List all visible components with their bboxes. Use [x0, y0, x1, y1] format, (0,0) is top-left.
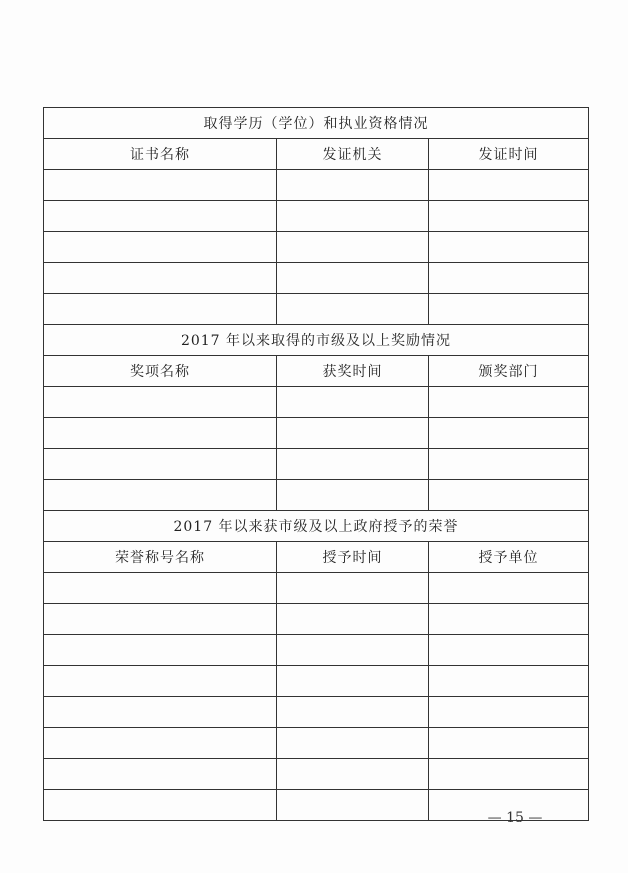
- table-cell[interactable]: [429, 666, 589, 697]
- section3-header-row: [44, 542, 589, 573]
- table-cell[interactable]: [44, 666, 277, 697]
- section1-data-row: [44, 294, 589, 325]
- section2-title-row: [44, 325, 589, 356]
- table-cell[interactable]: [277, 480, 429, 511]
- table-cell[interactable]: [44, 201, 277, 232]
- table-cell[interactable]: [44, 294, 277, 325]
- section1-header-certificate-name: 证书名称: [44, 139, 277, 170]
- table-cell[interactable]: [429, 263, 589, 294]
- section1-header-issue-date: 发证时间: [429, 139, 589, 170]
- table-cell[interactable]: [44, 449, 277, 480]
- table-cell[interactable]: [44, 759, 277, 790]
- section3-data-row: [44, 759, 589, 790]
- section2-header-awarding-department: 颁奖部门: [429, 356, 589, 387]
- table-cell[interactable]: [429, 480, 589, 511]
- section2-header-row: [44, 356, 589, 387]
- table-cell[interactable]: [277, 728, 429, 759]
- section1-title-row: [44, 108, 589, 139]
- section2-header-award-name: 奖项名称: [44, 356, 277, 387]
- section3-data-row: [44, 604, 589, 635]
- table-cell[interactable]: [44, 573, 277, 604]
- table-cell[interactable]: [429, 635, 589, 666]
- table-cell[interactable]: [429, 573, 589, 604]
- section2-data-row: [44, 449, 589, 480]
- table-cell[interactable]: [277, 666, 429, 697]
- section1-data-row: [44, 201, 589, 232]
- table-cell[interactable]: [429, 170, 589, 201]
- table-cell[interactable]: [277, 170, 429, 201]
- table-cell[interactable]: [429, 697, 589, 728]
- table-cell[interactable]: [277, 263, 429, 294]
- table-cell[interactable]: [44, 728, 277, 759]
- section3-data-row: [44, 728, 589, 759]
- section2-header-award-date: 获奖时间: [277, 356, 429, 387]
- table-cell[interactable]: [277, 635, 429, 666]
- table-cell[interactable]: [277, 790, 429, 821]
- table-cell[interactable]: [44, 604, 277, 635]
- table-cell[interactable]: [429, 232, 589, 263]
- section1-header-issuing-authority: 发证机关: [277, 139, 429, 170]
- section2-data-row: [44, 418, 589, 449]
- section3-data-row: [44, 573, 589, 604]
- table-cell[interactable]: [44, 480, 277, 511]
- page-number: — 15 —: [487, 810, 543, 826]
- section1-data-row: [44, 170, 589, 201]
- table-cell[interactable]: [44, 697, 277, 728]
- section3-title-row: [44, 511, 589, 542]
- table-cell[interactable]: [44, 790, 277, 821]
- table-cell[interactable]: [429, 604, 589, 635]
- table-cell[interactable]: [277, 201, 429, 232]
- table-cell[interactable]: [277, 387, 429, 418]
- section3-data-row: [44, 697, 589, 728]
- table-cell[interactable]: [429, 418, 589, 449]
- table-cell[interactable]: [44, 263, 277, 294]
- section2-title: 2017 年以来取得的市级及以上奖励情况: [44, 325, 589, 356]
- table-cell[interactable]: [277, 294, 429, 325]
- table-cell[interactable]: [277, 697, 429, 728]
- section1-header-row: [44, 139, 589, 170]
- section3-data-row: [44, 666, 589, 697]
- table-cell[interactable]: [277, 232, 429, 263]
- section2-data-row: [44, 480, 589, 511]
- section1-data-row: [44, 263, 589, 294]
- table-cell[interactable]: [429, 387, 589, 418]
- table-cell[interactable]: [277, 604, 429, 635]
- table-cell[interactable]: [277, 759, 429, 790]
- table-cell[interactable]: [429, 294, 589, 325]
- table-cell[interactable]: [429, 728, 589, 759]
- section1-data-row: [44, 232, 589, 263]
- table-cell[interactable]: [44, 170, 277, 201]
- section3-header-honor-title: 荣誉称号名称: [44, 542, 277, 573]
- table-cell[interactable]: [429, 759, 589, 790]
- section3-header-granting-unit: 授予单位: [429, 542, 589, 573]
- section3-header-grant-date: 授予时间: [277, 542, 429, 573]
- table-cell[interactable]: [44, 387, 277, 418]
- table-cell[interactable]: [277, 449, 429, 480]
- table-cell[interactable]: [44, 635, 277, 666]
- section1-title: 取得学历（学位）和执业资格情况: [44, 108, 589, 139]
- section3-title: 2017 年以来获市级及以上政府授予的荣誉: [44, 511, 589, 542]
- table-cell[interactable]: [429, 449, 589, 480]
- section3-data-row: [44, 635, 589, 666]
- table-cell[interactable]: [429, 201, 589, 232]
- application-form-table: [43, 107, 589, 821]
- table-cell[interactable]: [277, 418, 429, 449]
- table-cell[interactable]: [277, 573, 429, 604]
- table-cell[interactable]: [44, 232, 277, 263]
- section2-data-row: [44, 387, 589, 418]
- table-cell[interactable]: [44, 418, 277, 449]
